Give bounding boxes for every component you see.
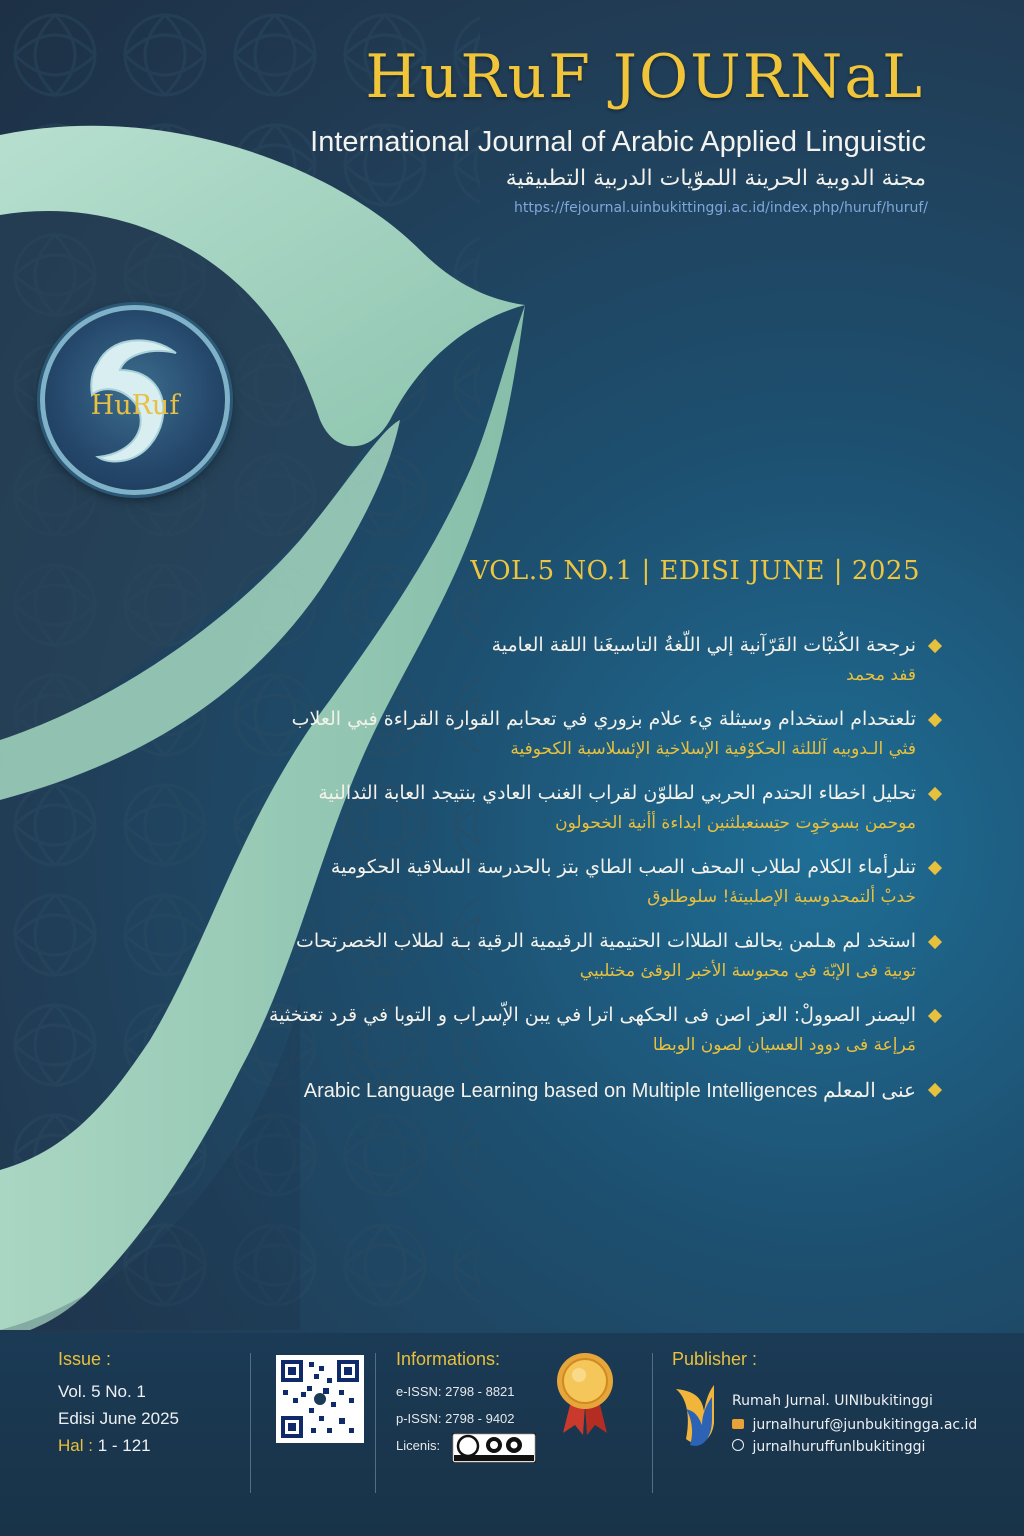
article-entry[interactable] [195,1074,940,1108]
article-entry[interactable] [195,630,940,690]
qr-code-graphic [279,1358,361,1440]
info-heading: Informations: [396,1349,501,1369]
diamond-bullet-icon [928,935,942,949]
footer-divider [652,1353,653,1493]
diamond-bullet-icon [928,1009,942,1023]
publisher-logo-icon [668,1379,722,1453]
logo-text: HuRuf [90,390,180,421]
email-icon [732,1419,744,1429]
footer-divider [375,1353,376,1493]
pages-label: Hal : [58,1436,93,1455]
issue-column [58,1349,179,1459]
article-title-english [195,1074,916,1108]
eissn-text: e-ISSN: 2798 - 8821 [396,1384,515,1399]
article-title: اليصنر الصوولْ: العز اصن فى الحكهى اترا في يبن الإّسراب و التوبا في قرد تعتخثية [268,1004,916,1026]
diamond-bullet-icon [928,713,942,727]
publisher-email[interactable] [732,1417,977,1433]
article-author: توبية فى الإبّة في محبوسة الأخبر الوقئ مختلبيي [579,961,916,981]
article-title-arabic-text: عنى المعلم [823,1080,916,1102]
journal-subtitle: International Journal of Arabic Applied Linguistic [310,126,926,158]
article-author: موحمن بسوخوِت حتِسنعبلثنين ابداءة أأنية الخحولون [555,813,916,833]
article-entry[interactable] [195,778,940,838]
article-entry[interactable] [195,1000,940,1060]
pissn-text: p-ISSN: 2798 - 9402 [396,1411,515,1426]
article-title: تلعتحدام استخدام وسيثلة يء علام بزوري في تعحابم القوارة القراءة فبي العلاب [291,708,916,730]
journal-title: HuRuF JOURNaL [365,42,924,112]
article-author: قفد محمد [846,665,916,685]
table-of-contents [195,630,940,1122]
award-medal-icon [553,1351,617,1435]
article-title-english-text: Arabic Language Learning based on Multiple Intelligences [303,1080,818,1102]
footer-divider [250,1353,251,1493]
article-author: مَرإعة فى دوود العسيان لصون الوبطا [652,1035,916,1055]
publisher-name: Rumah Jurnal. UINIbukitinggi [732,1393,933,1409]
article-entry[interactable] [195,852,940,912]
creative-commons-license-icon[interactable] [452,1433,536,1463]
diamond-bullet-icon [928,787,942,801]
article-title: استخد لم هـلمن يحالف الطلاات الحتيمية الرقيمية الرقية بـة لطلاب الخصرتحات [296,930,916,952]
publisher-website[interactable] [732,1439,925,1455]
article-author: فثي الـدوبيه آلللثة الحكوْفية الإسلاخية الإئسلاسبة الكحوفية [510,739,916,759]
pages-value: 1 - 121 [97,1436,151,1455]
article-entry[interactable] [195,704,940,764]
issue-volume: Vol. 5 No. 1 [58,1382,146,1401]
license-label: Licenis: [396,1438,441,1453]
journal-arabic-title: مجنة الدوبية الحرينة اللموّيات الدربية التطبيقية [505,166,926,191]
article-title: نرجحة الكُنبْات القَرّآنية إلي اللّغةُ التاسيغَنا اللقة العامية [491,634,916,656]
article-entry[interactable] [195,926,940,986]
diamond-bullet-icon [928,1083,942,1097]
diamond-bullet-icon [928,861,942,875]
issue-edition: Edisi June 2025 [58,1409,179,1428]
article-author: خدبْ ألتمحدوسبة الإصلبيتهٔ! سلوطلوق [647,887,916,907]
publisher-website-text: jurnalhuruffunlbukitinggi [752,1439,926,1455]
publisher-heading: Publisher : [672,1349,758,1369]
article-title: تنلرأماء الكلام لطلاب المحف الصب الطاي بتز بالحدرسة السلاقية الحكومية [330,856,916,878]
publisher-email-text: jurnalhuruf@junbukitingga.ac.id [752,1417,978,1433]
journal-logo [40,305,230,495]
issue-heading: Issue : [58,1349,112,1369]
article-title: تحليل اخطاء الحتدم الحربي لطلوّن لقراب الغنب العادي بنتيجد العابة الثدالنية [318,782,916,804]
globe-icon [732,1439,744,1451]
qr-code-icon[interactable] [276,1355,364,1443]
issue-pages [58,1432,179,1459]
issue-info-line: VOL.5 NO.1 | EDISI JUNE | 2025 [470,556,920,586]
cover-footer [0,1333,1024,1536]
diamond-bullet-icon [928,639,942,653]
publisher-column [672,1349,757,1378]
journal-url-link[interactable]: https://fejournal.uinbukittinggi.ac.id/index.php/huruf/huruf/ [514,200,928,216]
